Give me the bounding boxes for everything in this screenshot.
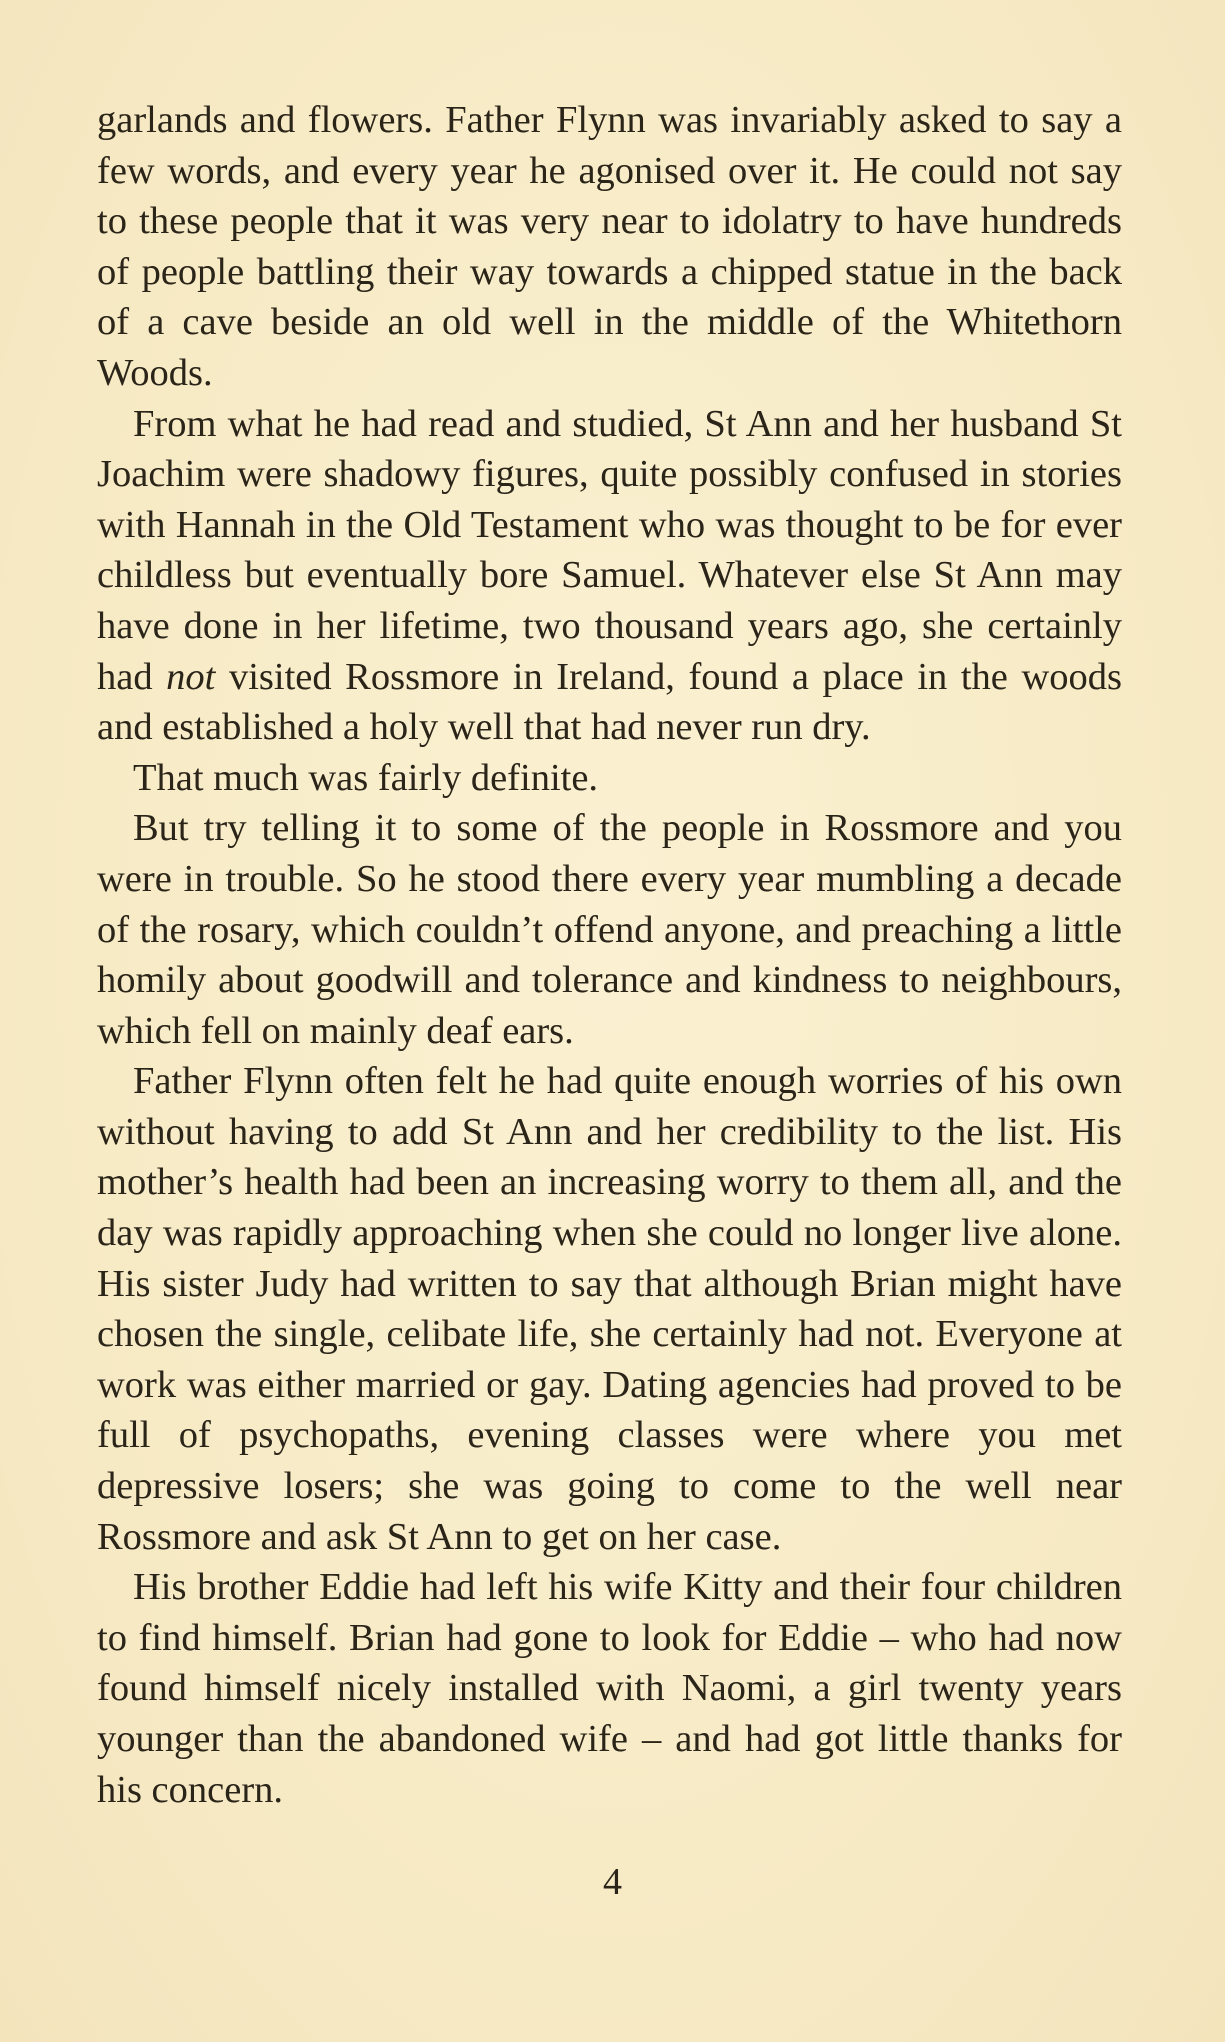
body-text — [97, 95, 1122, 1815]
paragraph-text: garlands and flowers. Father Flynn was invariably asked to say a few words, and every year he agonised over it. He could not say to these people that it was very near to idolatry to have hundreds of people battling their way towards a chipped statue in the back of a cave beside an old well in the middle of the Whitethorn Woods. — [97, 99, 1122, 394]
paragraph-text: That much was fairly definite. — [133, 756, 599, 799]
paragraph-text: From what he had read and studied, St Ann and her husband St Joachim were shadowy figures, quite possibly confused in stories with Hannah in the Old Testament who was thought to be for ever childless but eventually bore Samuel. Whatever else St Ann may have done in her lifetime, two thousand years ago, she certainly had — [97, 402, 1122, 698]
page-number: 4 — [603, 1861, 622, 1903]
paragraph-6 — [97, 1562, 1122, 1815]
paragraph-text: Father Flynn often felt he had quite enough worries of his own without having to add St Ann and her credibility to the list. His mother’s health had been an increasing worry to them all, and the day was rapidly approaching when she could no longer live alone. His sister Judy had written to say that although Brian might have chosen the single, celibate life, she certainly had not. Everyone at work was either married or gay. Dating agencies had proved to be full of psychopaths, evening classes were where you met depressive losers; she was going to come to the well near Rossmore and ask St Ann to get on her case. — [97, 1060, 1122, 1558]
paragraph-4 — [97, 803, 1122, 1056]
paragraph-2 — [97, 399, 1122, 753]
emphasis-text: not — [166, 655, 216, 698]
paragraph-5 — [97, 1056, 1122, 1562]
paragraph-1 — [97, 95, 1122, 399]
paragraph-text: But try telling it to some of the people in Rossmore and you were in trouble. So he stood there every year mumbling a decade of the rosary, which couldn’t offend anyone, and preaching a little homily about goodwill and tolerance and kindness to neighbours, which fell on mainly deaf ears. — [97, 807, 1122, 1052]
paragraph-text: visited Rossmore in Ireland, found a place in the woods and established a holy well that had never run dry. — [97, 655, 1122, 749]
paragraph-3 — [97, 753, 1122, 804]
paragraph-text: His brother Eddie had left his wife Kitty and their four children to find himself. Brian had gone to look for Eddie – who had now found himself nicely installed with Naomi, a girl twenty years younger than the abandoned wife – and had got little thanks for his concern. — [97, 1566, 1122, 1811]
